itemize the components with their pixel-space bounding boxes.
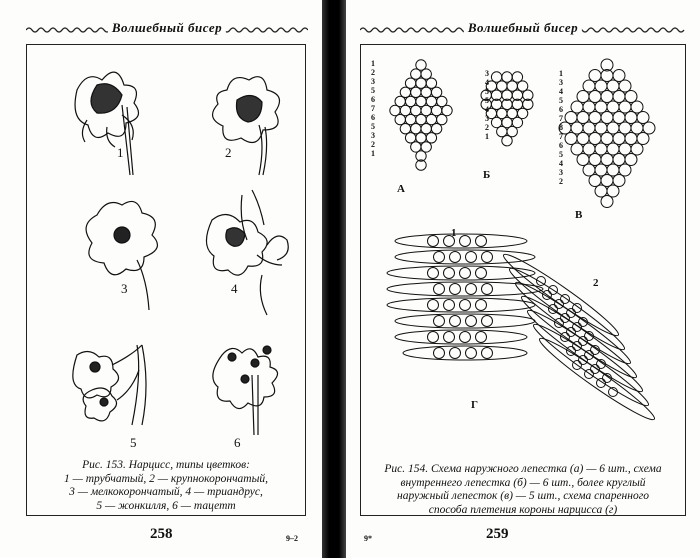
bead bbox=[565, 133, 577, 145]
scheme-b-label: Б bbox=[483, 169, 491, 181]
bead bbox=[577, 133, 589, 145]
row-number: 4 bbox=[485, 78, 489, 87]
bead bbox=[601, 91, 613, 103]
book-gutter bbox=[322, 0, 346, 558]
figure-label-6: 6 bbox=[234, 435, 241, 450]
bead bbox=[466, 316, 477, 327]
bead bbox=[476, 268, 487, 279]
flower-4-drawing bbox=[206, 190, 288, 315]
bead bbox=[476, 236, 487, 247]
bead bbox=[434, 252, 445, 263]
bead bbox=[625, 112, 637, 124]
bead bbox=[577, 112, 589, 124]
bead bbox=[613, 175, 625, 187]
bead bbox=[619, 80, 631, 92]
bead bbox=[428, 268, 439, 279]
daffodil-illustrations bbox=[27, 45, 305, 465]
figure-label-1: 1 bbox=[117, 145, 124, 160]
bead bbox=[450, 348, 461, 359]
bead bbox=[607, 101, 619, 113]
row-number: 6 bbox=[559, 141, 563, 150]
bead bbox=[476, 332, 487, 343]
bead bbox=[589, 133, 601, 145]
figure-label-4: 4 bbox=[231, 281, 238, 296]
bead bbox=[619, 143, 631, 155]
bead bbox=[434, 284, 445, 295]
bead bbox=[595, 164, 607, 176]
bead bbox=[583, 101, 595, 113]
bead bbox=[466, 252, 477, 263]
bead bbox=[595, 185, 607, 197]
bead bbox=[601, 112, 613, 124]
row-number: 1 bbox=[371, 59, 375, 68]
bead bbox=[434, 348, 445, 359]
bead bbox=[637, 112, 649, 124]
row-number: 4 bbox=[559, 87, 563, 96]
bead bbox=[571, 143, 583, 155]
bead bbox=[577, 91, 589, 103]
thread-loop bbox=[395, 330, 527, 344]
bead bbox=[613, 91, 625, 103]
row-number: 5 bbox=[485, 96, 489, 105]
row-number: 3 bbox=[559, 78, 563, 87]
bead bbox=[565, 112, 577, 124]
row-number: 4 bbox=[559, 159, 563, 168]
bead bbox=[625, 133, 637, 145]
bead bbox=[613, 70, 625, 82]
bead bbox=[583, 80, 595, 92]
bead bbox=[631, 143, 643, 155]
bead bbox=[482, 284, 493, 295]
bead bbox=[482, 348, 493, 359]
bead bbox=[583, 143, 595, 155]
bead bbox=[476, 300, 487, 311]
flower-2-drawing bbox=[213, 77, 280, 175]
bead bbox=[577, 154, 589, 166]
bead bbox=[466, 348, 477, 359]
bead bbox=[460, 332, 471, 343]
thread-loop bbox=[395, 234, 527, 248]
row-number: 3 bbox=[371, 131, 375, 140]
scheme-v-row-numbers bbox=[559, 69, 563, 186]
left-page bbox=[0, 0, 322, 558]
bead bbox=[583, 164, 595, 176]
bead bbox=[595, 122, 607, 134]
row-number: 1 bbox=[371, 149, 375, 158]
figure-label-5: 5 bbox=[130, 435, 137, 450]
bead bbox=[466, 284, 477, 295]
thread-loop bbox=[387, 298, 535, 312]
printer-signature: 9–2 bbox=[286, 534, 298, 543]
scheme-g-marker-1: 1 bbox=[451, 227, 457, 239]
page-number: 259 bbox=[486, 526, 509, 542]
scheme-g-weaving bbox=[387, 234, 659, 426]
row-number: 5 bbox=[485, 87, 489, 96]
page-number: 258 bbox=[150, 526, 173, 542]
bead bbox=[444, 300, 455, 311]
row-number: 6 bbox=[371, 113, 375, 122]
scheme-b-row-numbers bbox=[485, 69, 489, 141]
bead bbox=[585, 370, 594, 379]
bead bbox=[607, 80, 619, 92]
bead bbox=[450, 316, 461, 327]
row-number: 5 bbox=[559, 96, 563, 105]
bead bbox=[595, 143, 607, 155]
bead bbox=[607, 185, 619, 197]
row-number: 7 bbox=[559, 132, 563, 141]
bead bbox=[613, 112, 625, 124]
scheme-g-marker-2: 2 bbox=[593, 277, 599, 289]
bead bbox=[571, 122, 583, 134]
bead bbox=[482, 316, 493, 327]
bead bbox=[595, 80, 607, 92]
row-number: 3 bbox=[485, 114, 489, 123]
bead bbox=[460, 300, 471, 311]
bead bbox=[631, 122, 643, 134]
row-number: 2 bbox=[559, 177, 563, 186]
scheme-v-beads bbox=[559, 59, 655, 208]
row-number: 1 bbox=[485, 132, 489, 141]
bead bbox=[643, 122, 655, 134]
row-number: 3 bbox=[371, 77, 375, 86]
bead bbox=[637, 133, 649, 145]
bead bbox=[601, 175, 613, 187]
row-number: 4 bbox=[485, 105, 489, 114]
bead bbox=[589, 154, 601, 166]
scheme-a-row-numbers bbox=[371, 59, 375, 158]
bead bbox=[589, 175, 601, 187]
bead bbox=[444, 332, 455, 343]
row-number: 2 bbox=[371, 68, 375, 77]
flower-6-drawing bbox=[213, 346, 278, 435]
bead bbox=[607, 164, 619, 176]
bead bbox=[625, 91, 637, 103]
row-number: 7 bbox=[559, 114, 563, 123]
row-number: 5 bbox=[371, 122, 375, 131]
row-number: 6 bbox=[559, 105, 563, 114]
bead bbox=[589, 91, 601, 103]
bead bbox=[444, 268, 455, 279]
bead bbox=[589, 70, 601, 82]
bead-schemes bbox=[361, 45, 685, 465]
bead bbox=[450, 284, 461, 295]
row-number: 5 bbox=[559, 150, 563, 159]
bead bbox=[460, 236, 471, 247]
header-title: Волшебный бисер bbox=[108, 20, 226, 36]
bead bbox=[625, 154, 637, 166]
right-page bbox=[346, 0, 700, 558]
row-number: 2 bbox=[485, 123, 489, 132]
scheme-v-label: В bbox=[575, 209, 583, 221]
bead bbox=[502, 136, 512, 146]
bead bbox=[589, 112, 601, 124]
figure-caption: Рис. 153. Нарцисс, типы цветков: 1 — трубчатый, 2 — крупнокорончатый, 3 — мелкокорончатый, 4 — триандрус, 5 — жонкилля, 6 — тацетт bbox=[63, 459, 269, 512]
bead bbox=[607, 143, 619, 155]
bead bbox=[601, 154, 613, 166]
bead bbox=[619, 122, 631, 134]
bead bbox=[460, 268, 471, 279]
scheme-g-label: Г bbox=[471, 399, 478, 411]
bead bbox=[450, 252, 461, 263]
bead bbox=[613, 154, 625, 166]
bead bbox=[571, 101, 583, 113]
left-running-header bbox=[26, 18, 308, 40]
bead bbox=[631, 101, 643, 113]
bead bbox=[434, 316, 445, 327]
row-number: 2 bbox=[371, 140, 375, 149]
row-number: 6 bbox=[371, 95, 375, 104]
bead bbox=[583, 122, 595, 134]
bead bbox=[619, 164, 631, 176]
bead bbox=[613, 133, 625, 145]
figure-frame bbox=[360, 44, 686, 516]
row-number: 1 bbox=[559, 69, 563, 78]
bead bbox=[601, 133, 613, 145]
scheme-a-label: А bbox=[397, 183, 405, 195]
figure-label-3: 3 bbox=[121, 281, 128, 296]
bead bbox=[482, 252, 493, 263]
row-number: 3 bbox=[559, 168, 563, 177]
bead bbox=[619, 101, 631, 113]
row-number: 8 bbox=[559, 123, 563, 132]
figure-caption: Рис. 154. Схема наружного лепестка (а) — 6 шт., схема внутреннего лепестка (б) — 6 шт., более круглый наружный лепесток (в) — 5 шт., схема спаренного способа плетения короны нарцисса (г) bbox=[384, 463, 662, 516]
bead bbox=[428, 236, 439, 247]
bead bbox=[428, 300, 439, 311]
scheme-a-beads bbox=[390, 60, 452, 171]
bead bbox=[601, 196, 613, 208]
flower-1-drawing bbox=[75, 72, 138, 175]
flower-5-drawing bbox=[73, 345, 146, 425]
right-running-header bbox=[360, 18, 686, 40]
bead bbox=[607, 122, 619, 134]
figure-frame bbox=[26, 44, 306, 516]
printer-signature: 9* bbox=[364, 534, 372, 543]
bead bbox=[428, 332, 439, 343]
header-title: Волшебный бисер bbox=[464, 20, 582, 36]
row-number: 5 bbox=[371, 86, 375, 95]
row-number: 7 bbox=[371, 104, 375, 113]
bead bbox=[595, 101, 607, 113]
figure-label-2: 2 bbox=[225, 145, 232, 160]
row-number: 3 bbox=[485, 69, 489, 78]
